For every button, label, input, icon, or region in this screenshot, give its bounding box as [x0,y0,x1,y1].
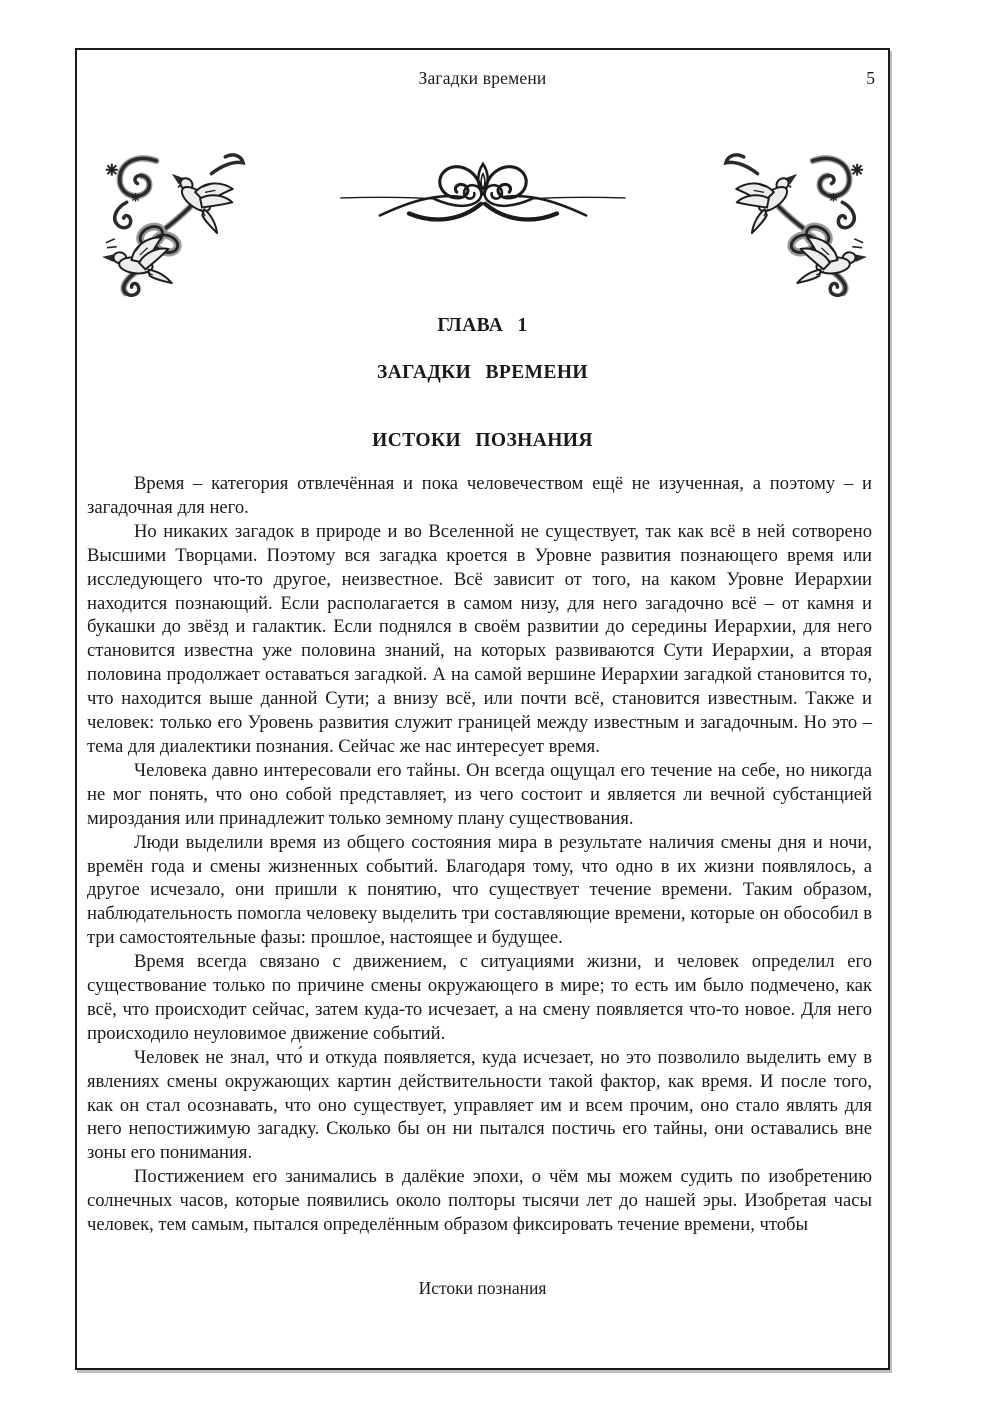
center-scroll-flourish-icon [337,158,629,234]
paragraph-3: Человека давно интересовали его тайны. Он всегда ощущал его течение на себе, но никогда не мог понять, что оно собой представляет, из чего состоит и является ли вечной субстанцией мироздания или принадлежит только земному плану существования. [87,759,872,829]
paragraph-1: Время – категория отвлечённая и пока человечеством ещё не изученная, а поэтому – и загадочная для него. [87,473,872,518]
running-title: Загадки времени [418,68,547,88]
paragraph-5: Время всегда связано с движением, с ситуациями жизни, и человек определил его существование только по причине смены окружающего в мире; то есть им было подмечено, как всё, что происходит сейчас, затем куда-то исчезает, а на смену появляется что-то новое. Для него происходило неуловимое движение событий. [87,951,872,1044]
paragraph-7: Постижением его занимались в далёкие эпохи, о чём мы можем судить по изобретению солнечных часов, которые появились около полторы тысячи лет до нашей эры. Изобретая часы человек, тем самым, пытался определённым образом фиксировать течение времени, чтобы [87,1166,872,1236]
page-number: 5 [866,68,875,88]
paragraph-4: Люди выделили время из общего состояния мира в результате наличия смены дня и ночи, времён года и смены жизненных событий. Благодаря тому, что одно в их жизни появлялось, а другое исчезало, они пришли к понятию, что существует течение времени. Таким образом, наблюдательность помогла человеку выделить три составляющие времени, которые он обособил в три самостоятельные фазы: прошлое, настоящее и будущее. [87,831,872,949]
chapter-title: ЗАГАДКИ ВРЕМЕНИ [376,362,588,383]
body-text [87,472,872,1237]
chapter-label: ГЛАВА 1 [437,315,528,336]
corner-flourish-doves-icon [95,148,253,298]
ornament-band [77,146,888,301]
section-title: ИСТОКИ ПОЗНАНИЯ [372,430,593,451]
corner-flourish-doves-mirrored-icon [716,148,874,298]
footer-section-title: Истоки познания [418,1278,547,1298]
paragraph-2: Но никаких загадок в природе и во Вселенной не существует, так как всё в ней сотворено Высшими Творцами. Поэтому вся загадка кроется в Уровне развития познающего время или исследующего что-то другое, неизвестное. Всё зависит от того, на каком Уровне Иерархии находится познающий. Если располагается в самом низу, для него загадочно всё – от камня и букашки до звёзд и галактик. Если поднялся в своём развитии до середины Иерархии, для него становится известна уже половина знаний, на которых развиваются Сути Иерархии, а вторая половина продолжает оставаться загадкой. А на самой вершине Иерархии загадкой становится то, что находится выше данной Сути; а внизу всё, или почти всё, становится известным. Также и человек: только его Уровень развития служит границей между известным и загадочным. Но это – тема для диалектики познания. Сейчас же нас интересует время. [87,520,872,757]
page-border-frame [75,48,890,1370]
paragraph-6: Человек не знал, что́ и откуда появляется, куда исчезает, но это позволило выделить ему в явлениях смены окружающих картин действительности такой фактор, как время. И после того, как он стал осознавать, что оно существует, управляет им и всем прочим, оно стало являть для него непостижимую загадку. Сколько бы он ни пытался постичь его тайны, они оставались вне зоны его понимания. [87,1046,872,1164]
